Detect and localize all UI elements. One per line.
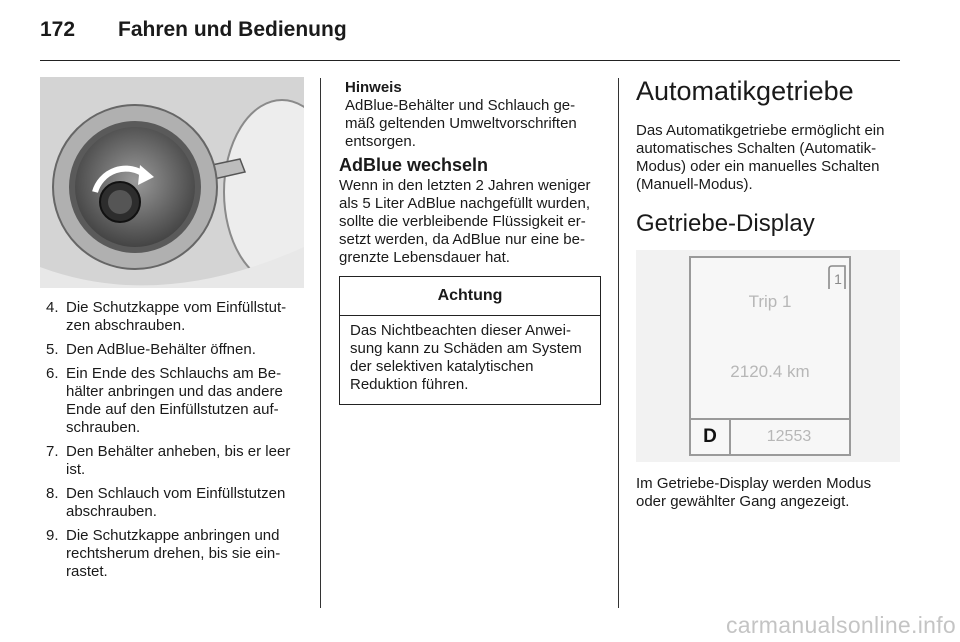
step-number: 8. bbox=[46, 485, 59, 502]
caution-box bbox=[339, 276, 601, 405]
adblue-heading: AdBlue wechseln bbox=[339, 155, 489, 175]
gear-indicator: D bbox=[691, 420, 731, 454]
page-number: 172 bbox=[40, 18, 76, 41]
automatic-transmission-heading: Automatikgetriebe bbox=[636, 76, 854, 106]
transmission-display-heading: Getriebe-Display bbox=[636, 210, 815, 237]
column-divider-left bbox=[320, 78, 321, 608]
transmission-display-illustration bbox=[636, 250, 900, 462]
note-title: Hinweis bbox=[345, 79, 402, 96]
caution-text: Das Nichtbeachten dieser Anweisung kann zu Schäden am System der selektiven katalytischen Reduktion führen. bbox=[350, 322, 582, 393]
watermark: carmanualsonline.info bbox=[725, 612, 956, 638]
step-number: 4. bbox=[46, 299, 59, 316]
trip-counter-icon bbox=[827, 264, 847, 290]
step-item bbox=[40, 299, 304, 335]
adblue-filler-cap-illustration bbox=[40, 77, 304, 288]
note-text: AdBlue-Behälter und Schlauch gemäß geltenden Umweltvorschriften entsorgen. bbox=[345, 97, 577, 150]
trip-distance: 2120.4 km bbox=[730, 362, 810, 381]
automatic-transmission-paragraph: Das Automatikgetriebe ermöglicht ein automatisches Schalten (Automatik-Modus) oder ein manuelles Schalten (Manuell-Modus). bbox=[636, 122, 885, 193]
display-screen bbox=[689, 256, 851, 456]
instruction-steps bbox=[40, 299, 304, 587]
step-number: 9. bbox=[46, 527, 59, 544]
caution-title: Achtung bbox=[340, 277, 600, 316]
display-status-row bbox=[691, 418, 849, 454]
fuel-filler-photo bbox=[40, 77, 304, 288]
step-item bbox=[40, 527, 304, 581]
step-item bbox=[40, 485, 304, 521]
trip-label: Trip 1 bbox=[748, 292, 792, 311]
step-item bbox=[40, 365, 304, 437]
step-text: Den Behälter anheben, bis er leer ist. bbox=[66, 443, 291, 478]
step-number: 5. bbox=[46, 341, 59, 358]
column-divider-right bbox=[618, 78, 619, 608]
step-text: Die Schutzkappe anbringen und rechtsherum drehen, bis sie einrastet. bbox=[66, 527, 281, 580]
header-rule bbox=[40, 60, 900, 61]
step-number: 7. bbox=[46, 443, 59, 460]
step-number: 6. bbox=[46, 365, 59, 382]
step-text: Die Schutzkappe vom Einfüllstutzen abschrauben. bbox=[66, 299, 287, 334]
adblue-paragraph: Wenn in den letzten 2 Jahren weniger als 5 Liter AdBlue nachgefüllt wurden, sollte die verbleibende Flüssigkeit ersetzt werden, da AdBlue nur eine begrenzte Lebensdauer hat. bbox=[339, 177, 591, 266]
step-text: Den AdBlue-Behälter öffnen. bbox=[66, 341, 256, 358]
step-item bbox=[40, 443, 304, 479]
step-item bbox=[40, 341, 304, 359]
display-caption: Im Getriebe-Display werden Modus oder gewählter Gang angezeigt. bbox=[636, 475, 872, 510]
odometer-value: 12553 bbox=[766, 428, 812, 445]
section-title: Fahren und Bedienung bbox=[118, 18, 347, 41]
trip-icon-digit: 1 bbox=[834, 271, 842, 287]
step-text: Ein Ende des Schlauchs am Behälter anbringen und das andere Ende auf den Einfüllstutzen aufschrauben. bbox=[66, 365, 283, 436]
step-text: Den Schlauch vom Einfüllstutzen abschrauben. bbox=[66, 485, 286, 520]
